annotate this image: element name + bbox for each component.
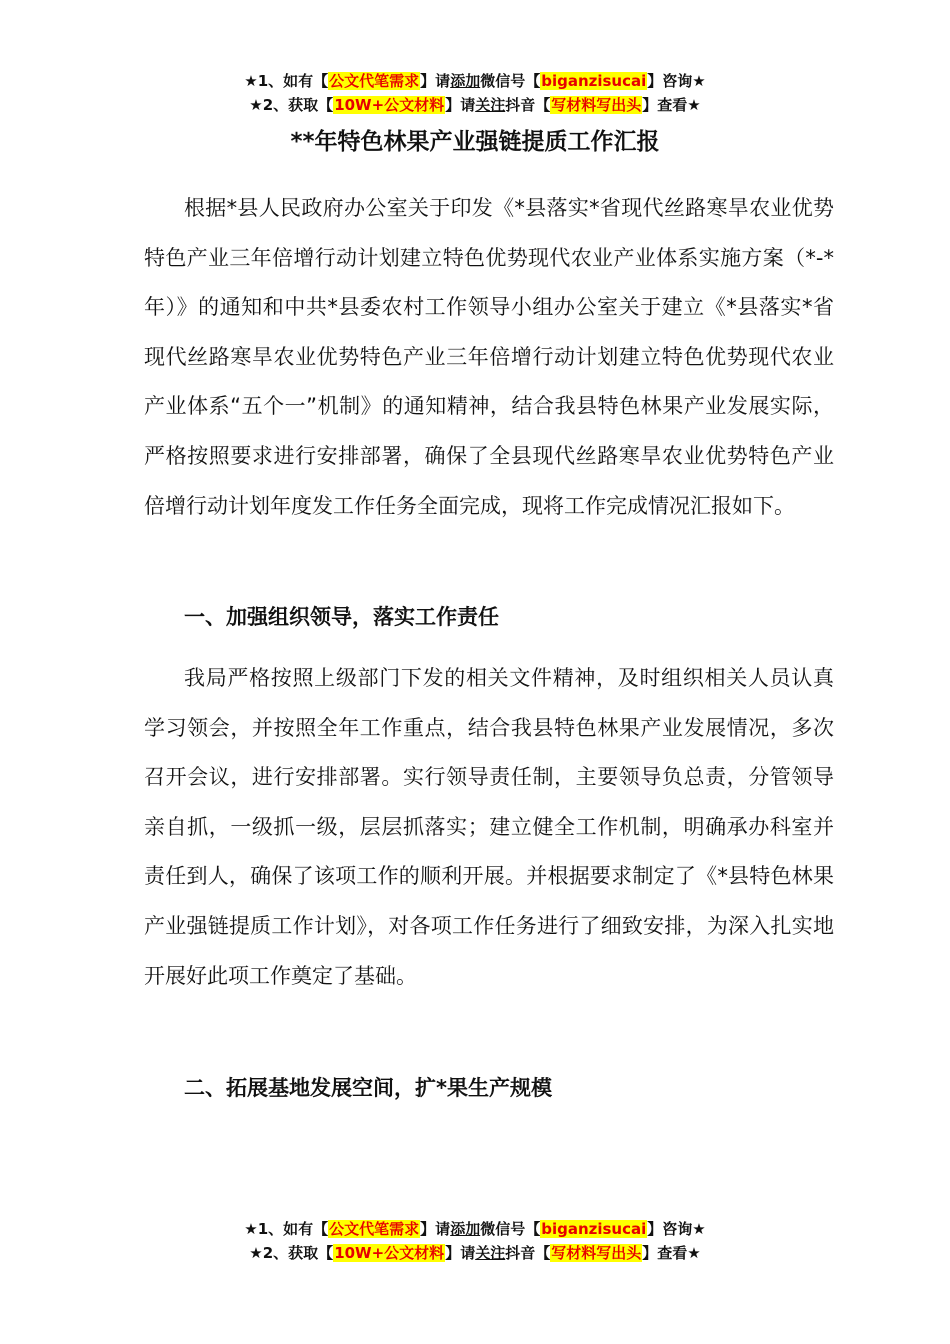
highlight-text: 10W+公文材料 bbox=[334, 1244, 445, 1262]
banner-text: 微信号【 bbox=[480, 72, 541, 90]
wechat-id: biganzisucai bbox=[541, 72, 647, 90]
document-title: **年特色林果产业强链提质工作汇报 bbox=[290, 129, 660, 155]
underlined-text: 添加 bbox=[450, 1220, 481, 1238]
top-banner bbox=[0, 69, 950, 117]
banner-text: 】咨询★ bbox=[647, 72, 706, 90]
highlight-text: 10W+公文材料 bbox=[334, 96, 445, 114]
banner-text: 抖音【 bbox=[505, 1244, 551, 1262]
bottom-banner bbox=[0, 1217, 950, 1265]
banner-text: ★1、如有【 bbox=[244, 1220, 329, 1238]
banner-text: ★2、获取【 bbox=[249, 96, 334, 114]
highlight-text: 公文代笔需求 bbox=[329, 1220, 420, 1238]
wechat-id: biganzisucai bbox=[541, 1220, 647, 1238]
banner-text: 抖音【 bbox=[505, 96, 551, 114]
banner-text: 】请 bbox=[420, 72, 451, 90]
banner-line-1 bbox=[0, 1217, 950, 1241]
underlined-text: 关注 bbox=[475, 1244, 506, 1262]
banner-line-1 bbox=[0, 69, 950, 93]
banner-text: ★1、如有【 bbox=[244, 72, 329, 90]
banner-text: 】查看★ bbox=[642, 96, 701, 114]
banner-text: 】请 bbox=[445, 1244, 476, 1262]
banner-line-2 bbox=[0, 1241, 950, 1265]
highlight-text: 公文代笔需求 bbox=[329, 72, 420, 90]
banner-text: 】咨询★ bbox=[647, 1220, 706, 1238]
banner-text: 】请 bbox=[445, 96, 476, 114]
intro-paragraph: 根据*县人民政府办公室关于印发《*县落实*省现代丝路寒旱农业优势特色产业三年倍增行动计划建立特色优势现代农业产业体系实施方案（*-*年）》的通知和中共*县委农村工作领导小组办公室关于建立《*县落实*省现代丝路寒旱农业优势特色产业三年倍增行动计划建立特色优势现代农业产业体系“五个一”机制》的通知精神，结合我县特色林果产业发展实际，严格按照要求进行安排部署，确保了全县现代丝路寒旱农业优势特色产业倍增行动计划年度发工作任务全面完成，现将工作完成情况汇报如下。 bbox=[144, 196, 834, 518]
douyin-account: 写材料写出头 bbox=[551, 96, 642, 114]
banner-text: ★2、获取【 bbox=[249, 1244, 334, 1262]
underlined-text: 添加 bbox=[450, 72, 481, 90]
section-1-heading: 一、加强组织领导，落实工作责任 bbox=[184, 605, 499, 629]
section-1-paragraph: 我局严格按照上级部门下发的相关文件精神，及时组织相关人员认真学习领会，并按照全年工作重点，结合我县特色林果产业发展情况，多次召开会议，进行安排部署。实行领导责任制，主要领导负总责，分管领导亲自抓，一级抓一级，层层抓落实；建立健全工作机制，明确承办科室并责任到人，确保了该项工作的顺利开展。并根据要求制定了《*县特色林果产业强链提质工作计划》，对各项工作任务进行了细致安排，为深入扎实地开展好此项工作奠定了基础。 bbox=[144, 666, 834, 988]
banner-line-2 bbox=[0, 93, 950, 117]
section-2-heading: 二、拓展基地发展空间，扩*果生产规模 bbox=[184, 1076, 552, 1100]
underlined-text: 关注 bbox=[475, 96, 506, 114]
banner-text: 微信号【 bbox=[480, 1220, 541, 1238]
douyin-account: 写材料写出头 bbox=[551, 1244, 642, 1262]
banner-text: 】请 bbox=[420, 1220, 451, 1238]
banner-text: 】查看★ bbox=[642, 1244, 701, 1262]
